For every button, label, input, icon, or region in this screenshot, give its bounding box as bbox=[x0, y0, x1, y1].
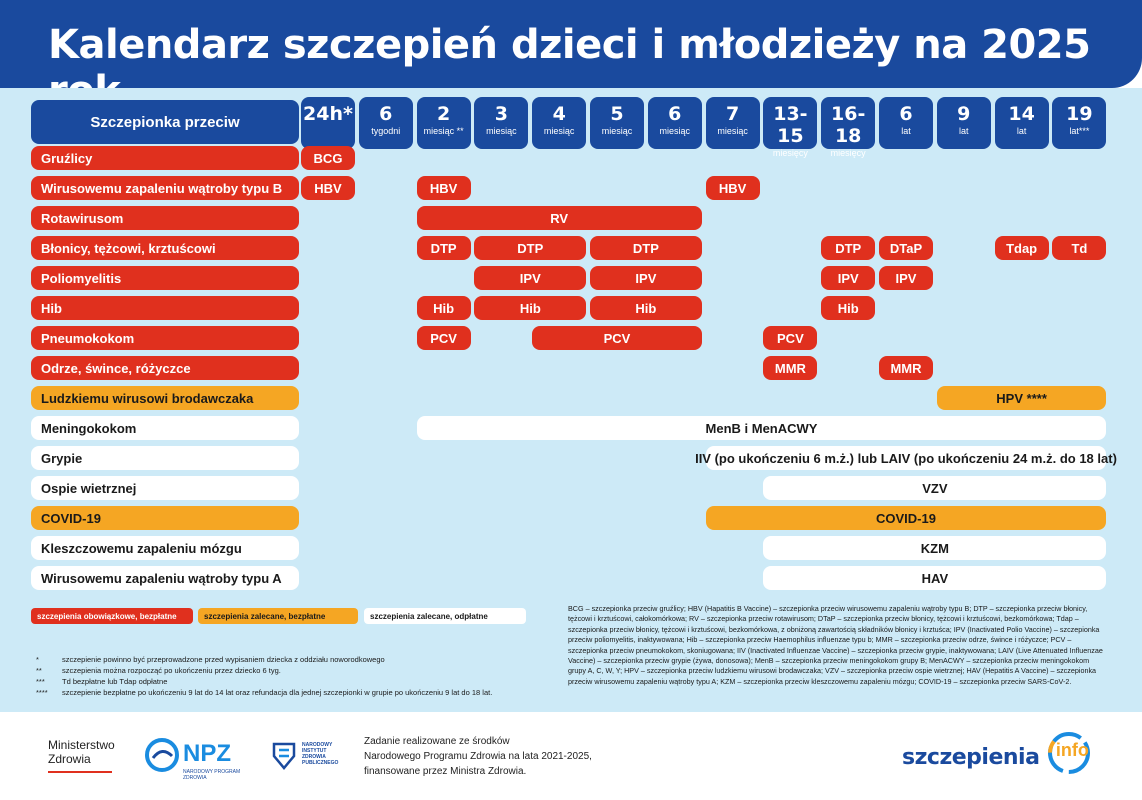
age-unit: lat*** bbox=[1069, 126, 1090, 136]
age-value: 6 bbox=[668, 103, 682, 125]
dose-bar: Hib bbox=[417, 296, 471, 320]
dose-bar: IPV bbox=[474, 266, 586, 290]
age-value: 2 bbox=[436, 103, 451, 125]
legend-item: szczepienia obowiązkowe, bezpłatne bbox=[31, 608, 193, 624]
szczepienia-info-logo: szczepienia info bbox=[902, 738, 1092, 782]
dose-bar: Tdap bbox=[995, 236, 1049, 260]
nizp-icon bbox=[270, 740, 298, 772]
dose-bar: PCV bbox=[763, 326, 817, 350]
age-header bbox=[1052, 97, 1106, 149]
dose-bar: HPV **** bbox=[937, 386, 1107, 410]
age-unit: miesiąc bbox=[601, 126, 633, 136]
dose-bar: HBV bbox=[301, 176, 355, 200]
dose-bar: DTP bbox=[417, 236, 471, 260]
age-value: 6 bbox=[379, 103, 393, 125]
dose-bar: RV bbox=[417, 206, 702, 230]
age-header bbox=[532, 97, 586, 149]
dose-bar: Td bbox=[1052, 236, 1106, 260]
age-unit: miesięcy bbox=[772, 148, 808, 158]
dose-bar: HBV bbox=[706, 176, 760, 200]
age-header bbox=[648, 97, 702, 149]
footnote-marker: **** bbox=[36, 688, 48, 697]
dose-bar: PCV bbox=[532, 326, 702, 350]
dose-bar: PCV bbox=[417, 326, 471, 350]
dose-bar: IPV bbox=[821, 266, 875, 290]
age-value: 3 bbox=[494, 103, 508, 125]
age-value: 19 bbox=[1066, 103, 1093, 125]
age-unit: lat bbox=[1016, 126, 1027, 136]
vaccine-row-label: Kleszczowemu zapaleniu mózgu bbox=[31, 536, 299, 560]
age-header bbox=[301, 97, 355, 149]
abbreviations: BCG – szczepionka przeciw gruźlicy; HBV (Hapatitis B Vaccine) – szczepionka przeciw wirusowemu zapaleniu wątroby typu B; DTP – szczepionka przeciw błonicy, tężcowi i krztuścowi, całokomórkowa; RV – szczepionka przeciw rotawirusom; DTaP – szczepionka przeciw błonicy, tężcowi i krztuścowi, bezkomórkowa; Tdap – szczepionka przeciw błonicy, tężcowi i krztuścowi, bezkomórkowa, z obniżoną zawartością składników błonicy i krztuśca; IPV (Inactivated Polio Vaccine) – szczepionka przeciw poliomyelitis, inaktywowana; Hib – szczepionka przeciw Haemophilus influenzae typu b; MMR – szczepionka przeciw odrze, śwince i różyczce; PCV – szczepionka przeciw pneumokokom, skoniugowana; IIV (Inactivated Influenzae Vaccine) – szczepionka przeciw grypie, inaktywowana; LAIV (Live Attenuated Influenzae Vaccine) – szczepionka przeciw grypie (żywa, donosowa); MenB – szczepionka przeciw meningokokom grupy B; MenACWY – szczepionka przeciw meningokokom grupy A, C, W, Y; HPV – szczepionka przeciw ludzkiemu wirusowi brodawczaka; VZV – szczepionka przeciw ospie wietrznej; HAV (Hepatitis A Vaccine) – szczepionka przeciw wirusowemu zapaleniu wątroby typu A; KZM – szczepionka przeciw kleszczowemu zapaleniu mózgu; COVID-19 – szczepionka przeciw SARS-CoV-2. bbox=[568, 604, 1103, 686]
legend-item: szczepienia zalecane, odpłatne bbox=[364, 608, 526, 624]
dose-bar: KZM bbox=[763, 536, 1106, 560]
vaccine-row-label: Pneumokokom bbox=[31, 326, 299, 350]
age-header bbox=[879, 97, 933, 149]
age-header bbox=[590, 97, 644, 149]
age-unit: tygodni bbox=[371, 126, 401, 136]
footnote bbox=[36, 654, 492, 665]
vaccine-row-label: Grypie bbox=[31, 446, 299, 470]
footer: Ministerstwo Zdrowia NPZ NARODOWY PROGRAM ZDROWIA NARODOWY INSTYTUT ZDROWIA PUBLICZNEGO Zadanie realizowane ze środków Narodowego Programu Zdrowia na lata 2021-2025, finansowane przez Ministra Zdrowia. szczepienia info bbox=[0, 712, 1142, 800]
footnote-marker: *** bbox=[36, 677, 45, 686]
vaccine-row-label: Błonicy, tężcowi, krztuścowi bbox=[31, 236, 299, 260]
dose-bar: MMR bbox=[763, 356, 817, 380]
vaccine-row-label: Gruźlicy bbox=[31, 146, 299, 170]
age-value: 4 bbox=[552, 103, 566, 125]
age-unit: lat bbox=[959, 126, 969, 136]
dose-bar: BCG bbox=[301, 146, 355, 170]
age-unit: miesiąc bbox=[717, 126, 748, 136]
dose-bar: DTaP bbox=[879, 236, 933, 260]
dose-bar: IIV (po ukończeniu 6 m.ż.) lub LAIV (po ukończeniu 24 m.ż. do 18 lat) bbox=[706, 446, 1107, 470]
page-title: Kalendarz szczepień dzieci i młodzieży na 2025 bbox=[48, 22, 1091, 68]
legend-item: szczepienia zalecane, bezpłatne bbox=[198, 608, 358, 624]
vaccine-row-label: Wirusowemu zapaleniu wątroby typu B bbox=[31, 176, 299, 200]
dose-bar: IPV bbox=[879, 266, 933, 290]
footnotes bbox=[36, 654, 492, 698]
age-unit: miesiąc bbox=[543, 126, 575, 136]
vaccine-row-label: Odrze, śwince, różyczce bbox=[31, 356, 299, 380]
vaccine-column-header: Szczepionka przeciw bbox=[31, 100, 299, 144]
vaccine-row-label: Ludzkiemu wirusowi brodawczaka bbox=[31, 386, 299, 410]
age-header bbox=[995, 97, 1049, 149]
dose-bar: HBV bbox=[417, 176, 471, 200]
age-header bbox=[763, 97, 817, 158]
age-header bbox=[359, 97, 413, 149]
age-header bbox=[706, 97, 760, 149]
vaccine-row-label: COVID-19 bbox=[31, 506, 299, 530]
age-unit: miesiąc ** bbox=[423, 126, 464, 136]
dose-bar: Hib bbox=[474, 296, 586, 320]
age-value: 14 bbox=[1008, 103, 1035, 125]
age-value: 9 bbox=[957, 103, 971, 125]
vaccine-row-label: Poliomyelitis bbox=[31, 266, 299, 290]
footnote-marker: ** bbox=[36, 666, 42, 675]
funding-note: Zadanie realizowane ze środków Narodowego Programu Zdrowia na lata 2021-2025, finansowane przez Ministra Zdrowia. bbox=[364, 736, 592, 777]
dose-bar: DTP bbox=[590, 236, 702, 260]
dose-bar: VZV bbox=[763, 476, 1106, 500]
age-value: 5 bbox=[610, 103, 624, 125]
dose-bar: Hib bbox=[821, 296, 875, 320]
vaccine-row-label: Ospie wietrznej bbox=[31, 476, 299, 500]
footnote bbox=[36, 687, 492, 698]
npz-icon bbox=[145, 738, 179, 772]
age-value: 13-15 bbox=[773, 103, 808, 147]
footnote-text: szczepienie powinno być przeprowadzone przed wypisaniem dziecka z oddziału noworodkowego bbox=[62, 655, 385, 664]
age-unit: miesięcy bbox=[830, 148, 866, 158]
age-value: 24h* bbox=[303, 103, 353, 125]
vaccine-row-label: Meningokokom bbox=[31, 416, 299, 440]
footnote-marker: * bbox=[36, 655, 39, 664]
ministry-logo: Ministerstwo Zdrowia bbox=[48, 738, 112, 773]
vaccine-row-label: Rotawirusom bbox=[31, 206, 299, 230]
vaccine-row-label: Wirusowemu zapaleniu wątroby typu A bbox=[31, 566, 299, 590]
age-unit: lat bbox=[901, 126, 911, 136]
age-header bbox=[474, 97, 528, 149]
dose-bar: DTP bbox=[821, 236, 875, 260]
footnote-text: szczepienie bezpłatne po ukończeniu 9 lat do 14 lat oraz refundacja dla jednej szczepionki w grupie po ukończeniu 9 lat do 18 lat. bbox=[62, 688, 493, 697]
age-header bbox=[937, 97, 991, 149]
footnote-text: szczepienia można rozpocząć po ukończeniu przez dziecko 6 tyg. bbox=[62, 666, 281, 675]
age-unit: miesiąc bbox=[486, 126, 517, 136]
footnote bbox=[36, 676, 492, 687]
dose-bar: COVID-19 bbox=[706, 506, 1107, 530]
dose-bar: IPV bbox=[590, 266, 702, 290]
age-unit: miesiąc bbox=[659, 126, 691, 136]
footnote-text: Td bezpłatne lub Tdap odpłatne bbox=[62, 677, 168, 686]
age-value: 7 bbox=[725, 103, 740, 125]
dose-bar: DTP bbox=[474, 236, 586, 260]
dose-bar: HAV bbox=[763, 566, 1106, 590]
dose-bar: MenB i MenACWY bbox=[417, 416, 1107, 440]
age-header bbox=[821, 97, 875, 158]
age-value: 16-18 bbox=[831, 103, 866, 147]
footnote bbox=[36, 665, 492, 676]
age-value: 6 bbox=[899, 103, 913, 125]
dose-bar: Hib bbox=[590, 296, 702, 320]
dose-bar: MMR bbox=[879, 356, 933, 380]
page-header bbox=[0, 0, 1142, 88]
age-header bbox=[417, 97, 471, 149]
vaccine-row-label: Hib bbox=[31, 296, 299, 320]
